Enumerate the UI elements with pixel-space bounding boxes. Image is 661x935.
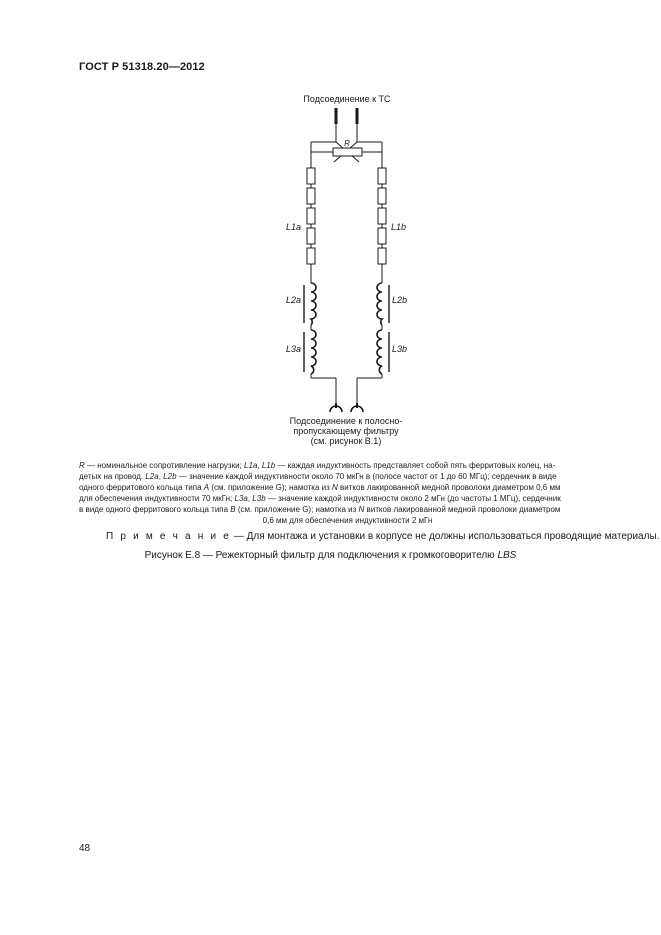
bottom-connection-label-3: (см. рисунок В.1) bbox=[310, 436, 382, 446]
note-label: П р и м е ч а н и е bbox=[106, 531, 232, 542]
inductor-l3b bbox=[376, 330, 389, 374]
legend-line-1: R — номинальное сопротивление нагрузки; L1a, L1b — каждая индуктивность представляет собой пять ферритовых колец, на- bbox=[79, 461, 556, 470]
label-l3a: L3a bbox=[286, 344, 302, 354]
figure-note bbox=[106, 531, 659, 542]
label-l3b: L3b bbox=[392, 344, 408, 354]
legend-line-2: детых на провод. L2a, L2b — значение каждой индуктивности около 70 мкГн в (полосе частот от 1 до 60 МГц); сердечник в виде bbox=[79, 472, 557, 481]
label-l2a: L2a bbox=[286, 295, 302, 305]
bottom-connection-label-2: пропускающему фильтру bbox=[293, 426, 399, 436]
note-text: — Для монтажа и установки в корпусе не должны использоваться проводящие материалы. bbox=[231, 531, 660, 542]
inductor-l1a bbox=[307, 168, 315, 264]
inductor-l1b bbox=[378, 168, 386, 264]
page-number: 48 bbox=[79, 843, 91, 854]
inductor-l2b bbox=[376, 283, 389, 325]
legend-line-6: 0,6 мм для обеспечения индуктивности 2 мГн bbox=[262, 516, 433, 525]
label-l1a: L1a bbox=[286, 222, 302, 232]
document-header: ГОСТ Р 51318.20—2012 bbox=[79, 61, 205, 73]
figure-legend bbox=[79, 460, 616, 526]
label-l2b: L2b bbox=[392, 295, 408, 305]
label-l1b: L1b bbox=[391, 222, 407, 232]
legend-line-4: для обеспечения индуктивности 70 мкГн; L3a, L3b — значение каждой индуктивности около 2 мГн (до частоты 1 МГц), сердечник bbox=[79, 494, 561, 503]
inductor-l3a bbox=[304, 330, 317, 374]
top-connection-label: Подсоединение к ТС bbox=[303, 94, 391, 104]
resistor-label: R bbox=[344, 139, 350, 148]
resistor-r bbox=[333, 148, 362, 156]
notch-filter-schematic bbox=[0, 0, 661, 460]
inductor-l2a bbox=[304, 283, 317, 325]
legend-line-5: в виде одного ферритового кольца типа B (см. приложение G); намотка из N витков лакированной медной проволоки диаметром bbox=[79, 505, 561, 514]
legend-line-3: одного ферритового кольца типа A (см. приложение G); намотка из N витков лакированной медной проволоки диаметром 0,6 мм bbox=[79, 483, 561, 492]
figure-caption: Рисунок Е.8 — Режекторный фильтр для подключения к громкоговорителю LBS bbox=[144, 550, 517, 561]
bottom-connection-label-1: Подсоединение к полосно- bbox=[289, 416, 403, 426]
